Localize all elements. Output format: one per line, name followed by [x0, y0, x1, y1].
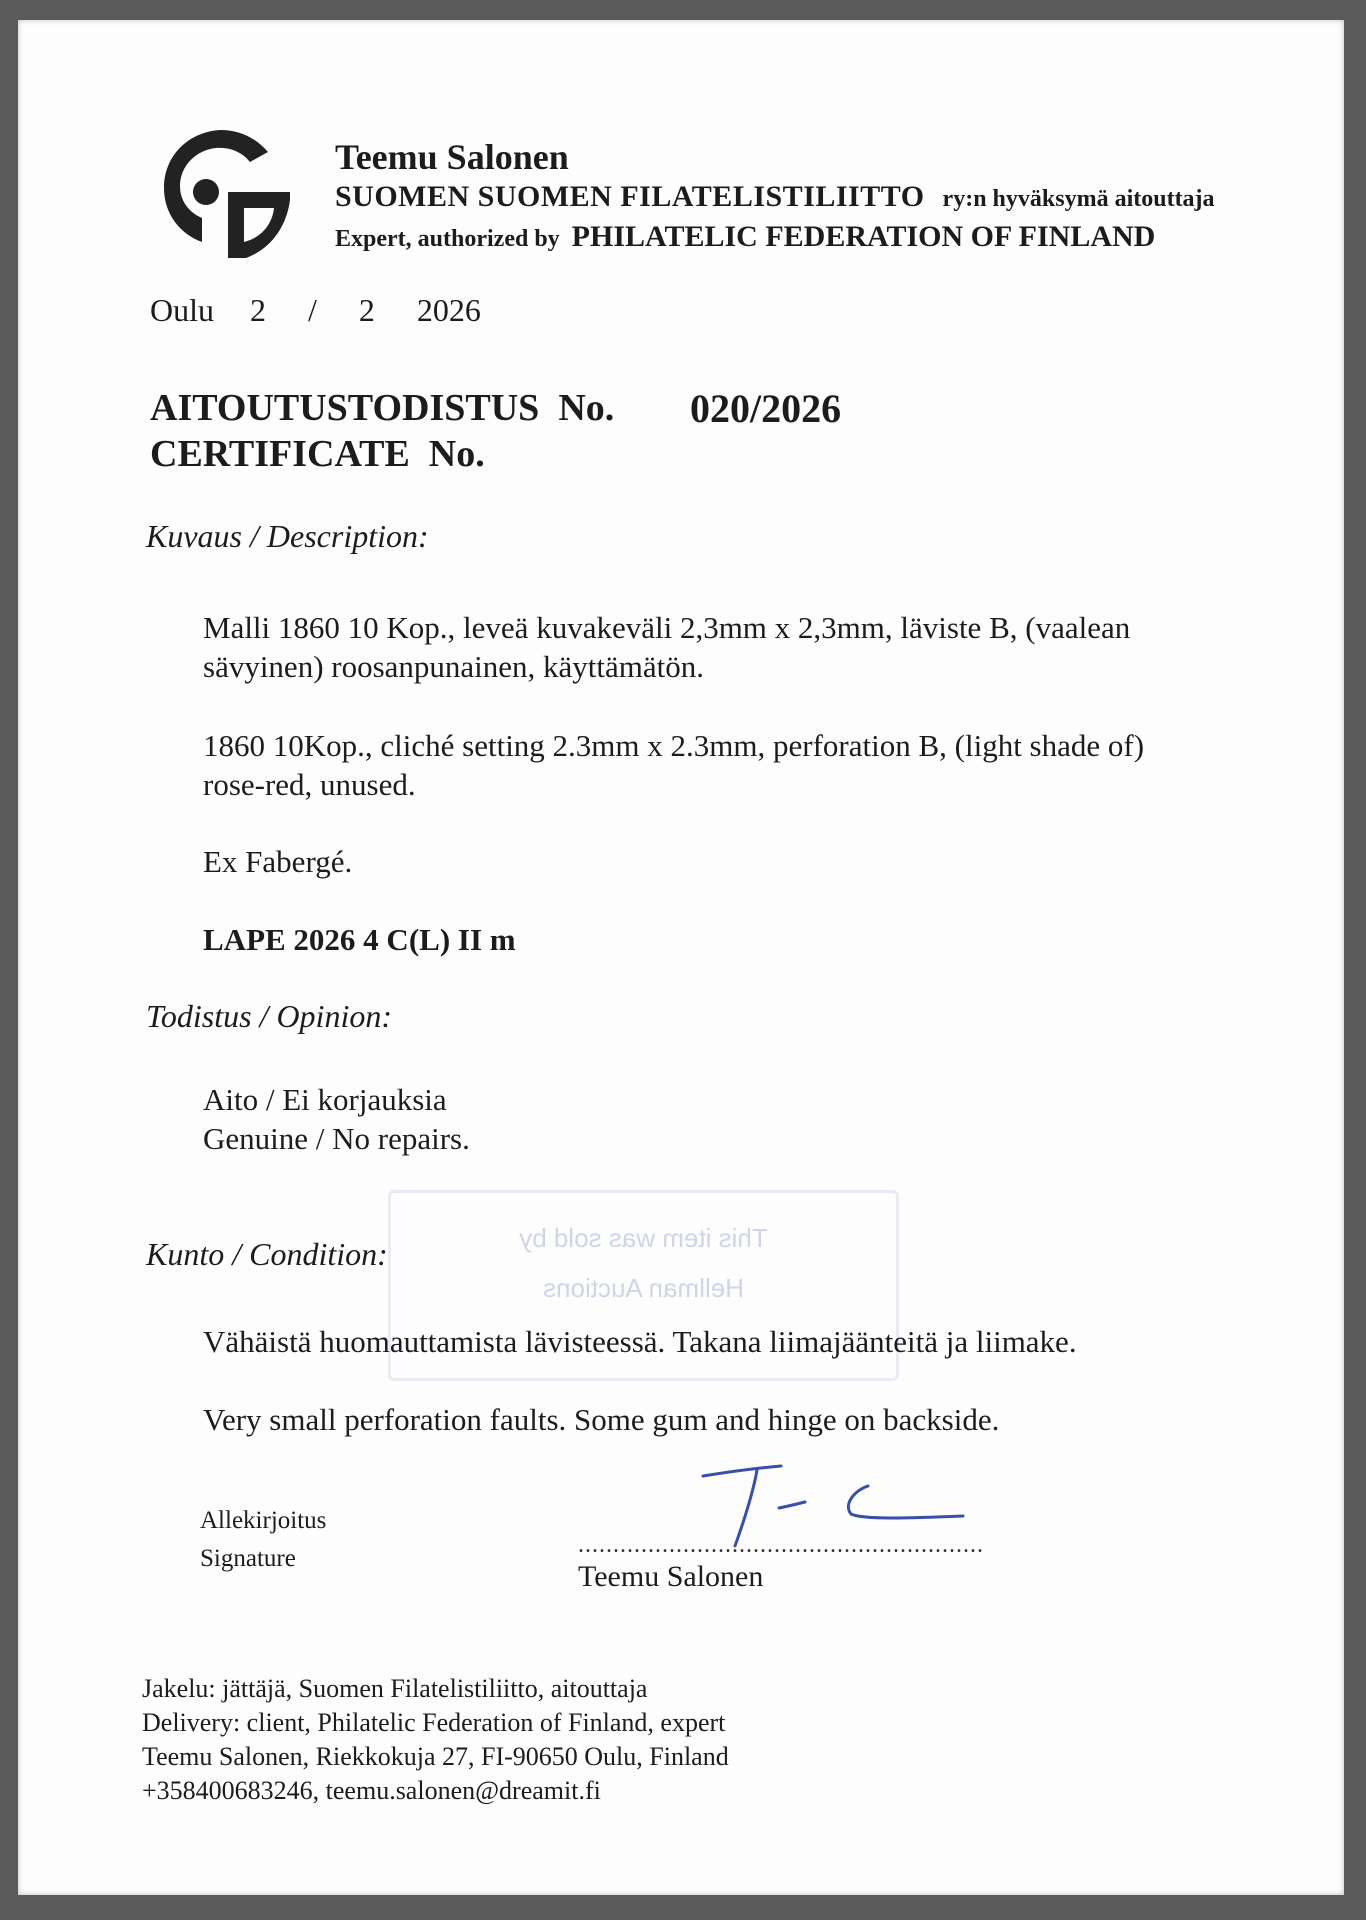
condition-en: Very small perforation faults. Some gum and hinge on backside. [203, 1402, 1000, 1437]
description-en-line1: 1860 10Kop., cliché setting 2.3mm x 2.3mm, perforation B, (light shade of) [203, 728, 1145, 763]
signature-name: Teemu Salonen [578, 1560, 764, 1593]
opinion-en: Genuine / No repairs. [203, 1121, 470, 1156]
provenance: Ex Fabergé. [203, 844, 353, 879]
condition-heading: Kunto / Condition: [146, 1236, 388, 1272]
certificate-page [18, 20, 1344, 1895]
opinion-text [203, 1080, 470, 1158]
signature-label-en: Signature [200, 1545, 296, 1572]
footer-line1: Jakelu: jättäjä, Suomen Filatelistiliitto, aitouttaja [142, 1674, 648, 1703]
footer-line2: Delivery: client, Philatelic Federation of Finland, expert [142, 1708, 726, 1737]
distribution-footer [142, 1672, 729, 1808]
footer-line3: Teemu Salonen, Riekkokuja 27, FI-90650 Oulu, Finland [142, 1742, 729, 1771]
stamp-line1: This item was sold by [519, 1223, 768, 1253]
stamp-line2: Hellman Auctions [543, 1273, 744, 1303]
signature-label-fi: Allekirjoitus [200, 1507, 327, 1534]
federation-name: SUOMEN SUOMEN FILATELISTILIITTO [335, 180, 925, 213]
authorized-org: PHILATELIC FEDERATION OF FINLAND [571, 220, 1156, 253]
opinion-fi: Aito / Ei korjauksia [203, 1082, 447, 1117]
description-fi-line2: sävyinen) roosanpunainen, käyttämätön. [203, 649, 705, 684]
certificate-no-label-en: No. [428, 433, 485, 475]
date-day: 2 [250, 292, 266, 328]
description-en [203, 726, 1283, 804]
condition-fi: Vähäistä huomauttamista lävisteessä. Takana liimajäänteitä ja liimake. [203, 1324, 1077, 1359]
description-heading: Kuvaus / Description: [146, 518, 429, 554]
certificate-no-label-fi: No. [558, 387, 615, 429]
catalogue-ref: LAPE 2026 4 C(L) II m [203, 922, 516, 957]
signature-dots: .......................................................... [578, 1532, 984, 1558]
authorized-prefix: Expert, authorized by [335, 226, 560, 252]
signature-labels [200, 1502, 326, 1578]
certificate-number: 020/2026 [690, 386, 842, 431]
federation-logo-icon [150, 118, 300, 268]
date-city: Oulu [150, 292, 214, 328]
certificate-label-en: CERTIFICATE [150, 433, 410, 475]
footer-line4: +358400683246, teemu.salonen@dreamit.fi [142, 1776, 601, 1805]
date-year: 2026 [416, 292, 481, 328]
date-month: 2 [358, 292, 375, 328]
certificate-label-fi: AITOUTUSTODISTUS [150, 387, 540, 429]
description-en-line2: rose-red, unused. [203, 767, 416, 802]
description-fi [203, 608, 1283, 686]
federation-suffix: ry:n hyväksymä aitouttaja [942, 186, 1215, 212]
authorized-line [335, 220, 1155, 254]
issue-date [150, 292, 481, 329]
federation-line [335, 180, 1215, 214]
certificate-title [150, 385, 614, 477]
expert-name: Teemu Salonen [335, 137, 569, 177]
date-separator: / [308, 292, 317, 328]
description-fi-line1: Malli 1860 10 Kop., leveä kuvakeväli 2,3mm x 2,3mm, läviste B, (vaalean [203, 610, 1131, 645]
opinion-heading: Todistus / Opinion: [146, 998, 392, 1034]
